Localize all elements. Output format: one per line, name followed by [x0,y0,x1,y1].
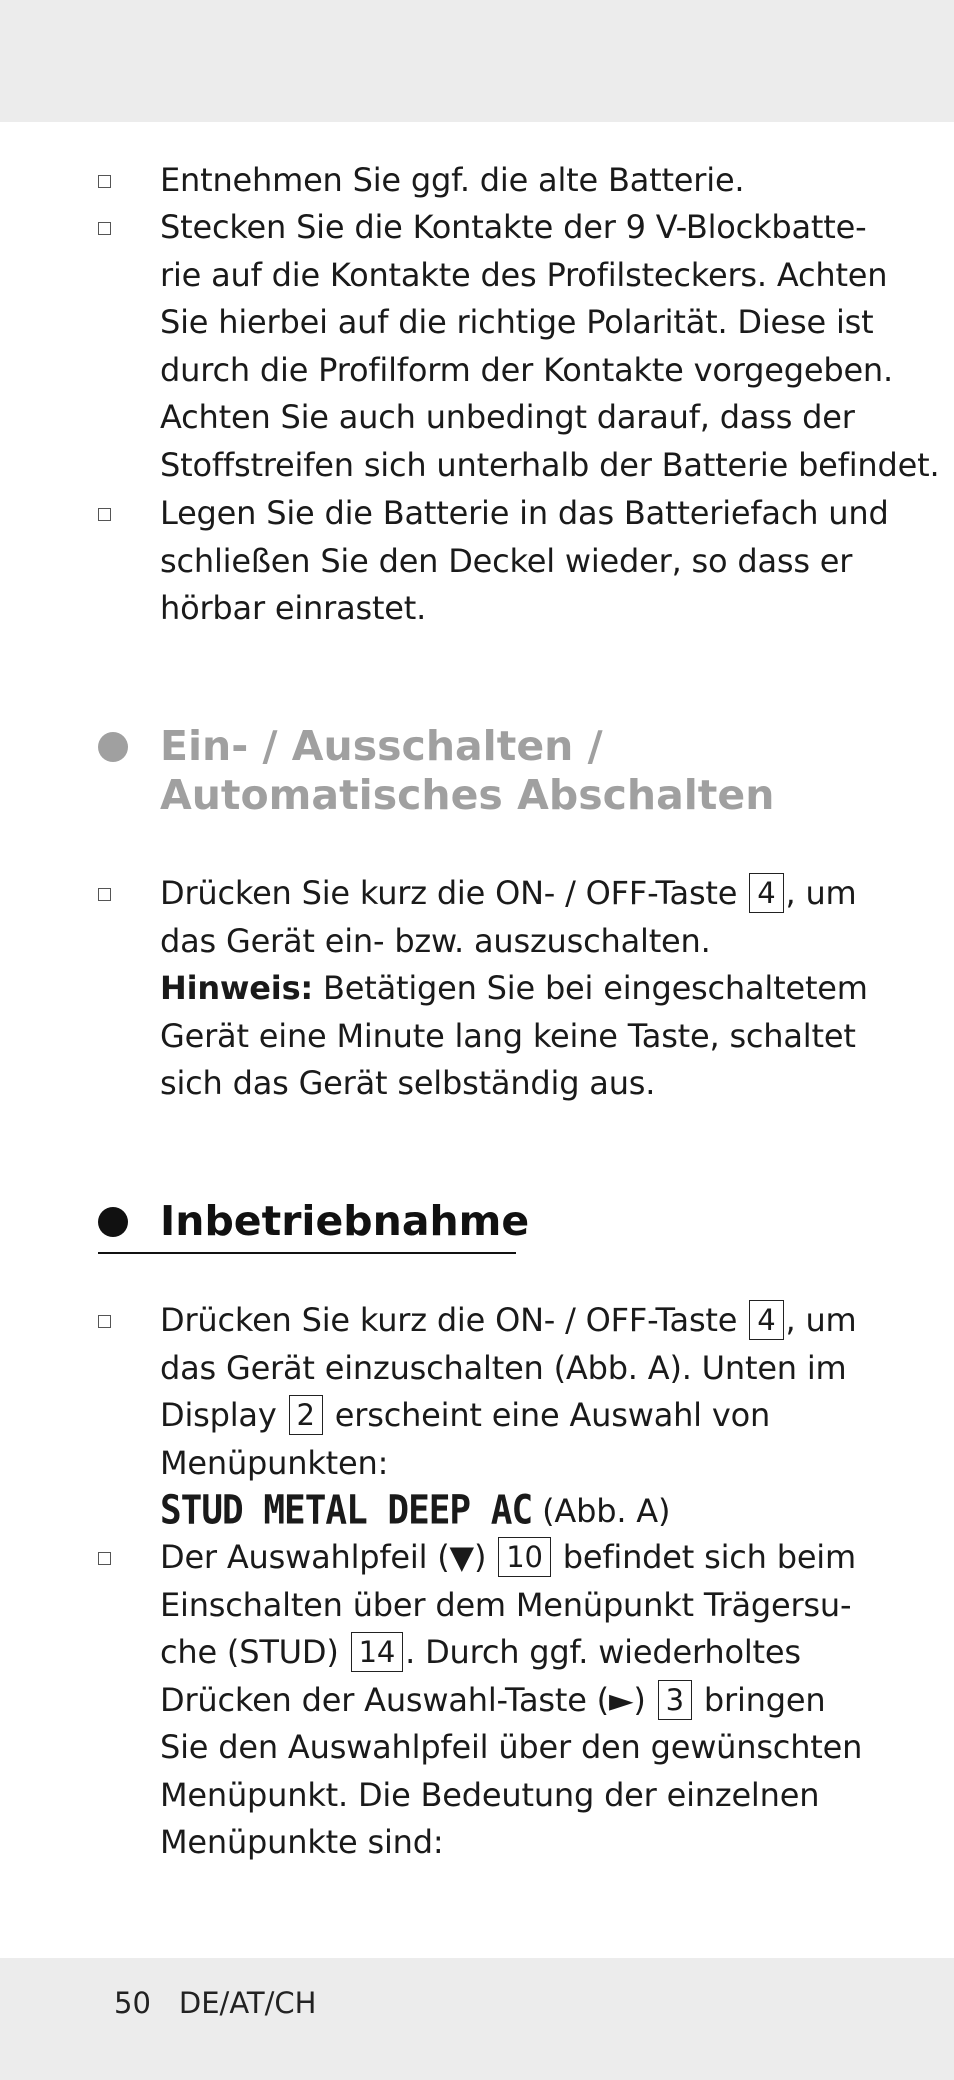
step-line: Stoffstreifen sich unterhalb der Batterie befindet. [160,445,940,484]
hint-label: Hinweis: [160,969,314,1007]
step-line: Der Auswahlpfeil (▼) 10 befindet sich beim [160,1538,856,1576]
page-number: 50 [114,1986,151,2020]
part-reference-box: 4 [749,1300,783,1340]
step-power-toggle [160,870,868,1108]
page-footer [114,1986,344,2020]
step-line: Achten Sie auch unbedingt darauf, dass der [160,398,855,436]
step-line: durch die Profilform der Kontakte vorgegeben. [160,350,893,389]
part-reference-box: 2 [289,1395,323,1435]
top-margin-band [0,0,954,122]
step-line: sich das Gerät selbständig aus. [160,1064,656,1102]
section-heading-startup [160,1197,529,1246]
step-line: STUD METAL DEEP AC (Abb. A) [160,1487,860,1536]
heading-underline [98,1252,516,1254]
step-line: Gerät eine Minute lang keine Taste, schaltet [160,1016,856,1055]
display-menu-text: STUD METAL DEEP AC [160,1487,533,1534]
step-switch-on [160,1297,860,1536]
step-line: schließen Sie den Deckel wieder, so dass er [160,541,853,580]
heading-line: Ein- / Ausschalten / [160,722,603,770]
step-line: Stecken Sie die Kontakte der 9 V-Blockbatte- [160,208,867,246]
part-reference-box: 3 [658,1680,692,1720]
section-bullet-icon [98,1207,128,1237]
step-line: hörbar einrastet. [160,589,427,627]
checkbox-bullet-icon [98,222,111,235]
step-line: Drücken Sie kurz die ON- / OFF-Taste 4 , um [160,874,857,912]
step-line: Menüpunkte sind: [160,1823,444,1861]
step-line: Entnehmen Sie ggf. die alte Batterie. [160,161,745,199]
heading-line: Inbetriebnahme [160,1197,530,1245]
step-line: Sie hierbei auf die richtige Polarität. Diese ist [160,303,874,341]
section-heading-power [160,722,774,820]
step-line: Hinweis: Betätigen Sie bei eingeschaltetem [160,969,868,1007]
part-reference-box: 14 [351,1632,404,1672]
step-line: Legen Sie die Batterie in das Batteriefach und [160,494,889,532]
checkbox-bullet-icon [98,1552,111,1565]
step-connect-battery [160,204,940,489]
step-line: Drücken der Auswahl-Taste (►) 3 bringen [160,1680,826,1719]
checkbox-bullet-icon [98,175,111,188]
checkbox-bullet-icon [98,508,111,521]
part-reference-box: 4 [749,873,783,913]
section-bullet-icon [98,732,128,762]
checkbox-bullet-icon [98,888,111,901]
step-line: che (STUD) 14 . Durch ggf. wiederholtes [160,1633,801,1671]
locale-label: DE/AT/CH [178,1986,317,2020]
step-line: Einschalten über dem Menüpunkt Trägersu- [160,1585,852,1624]
step-line: rie auf die Kontakte des Profilsteckers. Achten [160,255,888,294]
step-line: Menüpunkt. Die Bedeutung der einzelnen [160,1775,820,1814]
step-line: Display 2 erscheint eine Auswahl von [160,1396,771,1434]
step-line: das Gerät ein- bzw. auszuschalten. [160,921,711,960]
step-line: Menüpunkten: [160,1443,389,1482]
step-line: Sie den Auswahlpfeil über den gewünschten [160,1728,863,1766]
step-insert-battery [160,490,889,633]
part-reference-box: 10 [498,1537,551,1577]
step-line: das Gerät einzuschalten (Abb. A). Unten im [160,1348,847,1387]
step-remove-battery [160,157,860,205]
heading-line: Automatisches Abschalten [160,771,775,819]
step-select-menu [160,1534,863,1867]
step-line: Drücken Sie kurz die ON- / OFF-Taste 4 , um [160,1301,857,1339]
checkbox-bullet-icon [98,1315,111,1328]
